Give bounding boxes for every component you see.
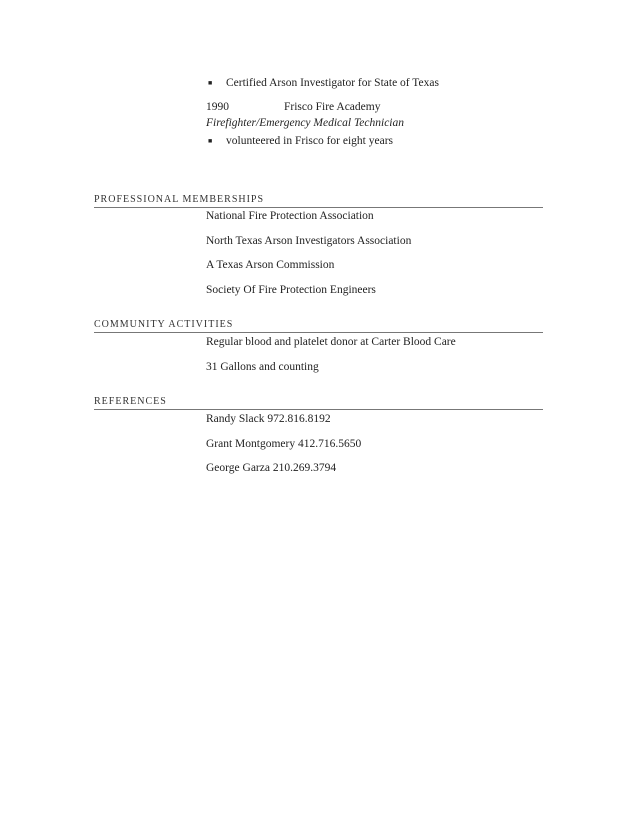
section-divider [94,332,543,333]
section-divider [94,207,543,208]
section-heading-references: REFERENCES [94,396,167,407]
reference-item: Grant Montgomery 412.716.5650 [206,438,362,450]
membership-item: National Fire Protection Association [206,210,374,222]
volunteer-text: volunteered in Frisco for eight years [226,135,394,147]
reference-item: George Garza 210.269.3794 [206,462,337,474]
membership-item: Society Of Fire Protection Engineers [206,284,376,296]
community-item: 31 Gallons and counting [206,361,319,373]
membership-item: A Texas Arson Commission [206,259,335,271]
entry-organization: Frisco Fire Academy [284,101,381,113]
entry-year: 1990 [206,101,229,113]
section-heading-memberships: PROFESSIONAL MEMBERSHIPS [94,194,265,205]
entry-role: Firefighter/Emergency Medical Technician [206,117,404,129]
certification-text: Certified Arson Investigator for State of Texas [226,77,439,89]
reference-item: Randy Slack 972.816.8192 [206,413,331,425]
section-divider [94,409,543,410]
section-heading-community: COMMUNITY ACTIVITIES [94,319,234,330]
community-item: Regular blood and platelet donor at Carter Blood Care [206,336,456,348]
bullet-icon: ■ [208,137,213,145]
membership-item: North Texas Arson Investigators Association [206,235,412,247]
bullet-icon: ■ [208,79,213,87]
